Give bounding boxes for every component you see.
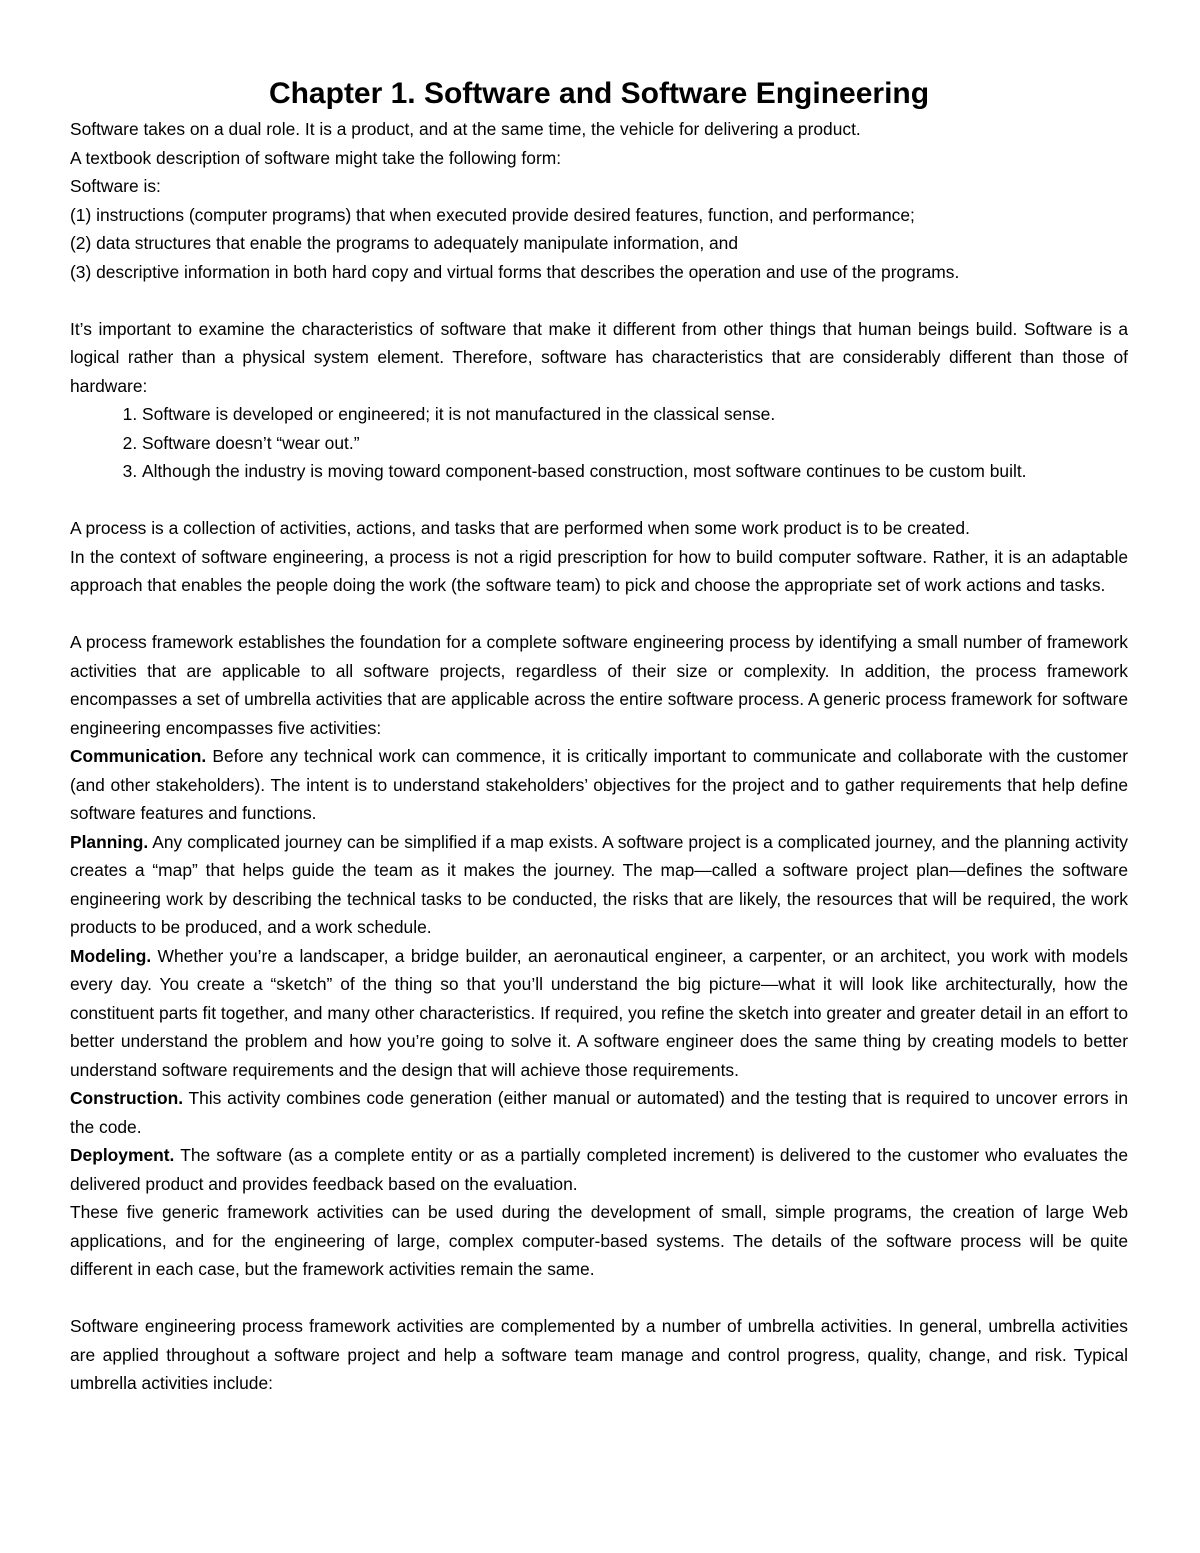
chapter-title: Chapter 1. Software and Software Engineering [268,77,930,110]
activity-description: The software (as a complete entity or as a partially completed increment) is delivered to the customer who evaluates the delivered product and provides feedback based on the evaluation. [70,1145,1128,1194]
activity-term: Communication. [70,746,207,766]
paragraph-spacer [70,286,1128,315]
activity-term: Construction. [70,1088,184,1108]
characteristics-list-item: 1. Software is developed or engineered; it is not manufactured in the classical sense. [142,400,1128,429]
activity-term: Deployment. [70,1145,175,1165]
intro-line-1: Software takes on a dual role. It is a product, and at the same time, the vehicle for delivering a product. [70,119,861,139]
activity-description: Any complicated journey can be simplified if a map exists. A software project is a complicated journey, and the planning activity creates a “map” that helps guide the team as it makes the journey. The map—called a software project plan—defines the software engineering work by describing the technical tasks to be conducted, the risks that are likely, the resources that will be required, the work products to be produced, and a work schedule. [70,831,1128,937]
umbrella-paragraph: Software engineering process framework activities are complemented by a number of umbrella activities. In general, umbrella activities are applied throughout a software project and help a software team manage and control progress, quality, change, and risk. Typical umbrella activities include: [70,1316,1128,1393]
characteristics-list-item: 3. Although the industry is moving toward component-based construction, most software continues to be custom built. [142,457,1128,486]
activity-term: Modeling. [70,945,152,966]
activity-communication [70,742,1128,828]
intro-line-3: Software is: [70,176,161,196]
characteristics-paragraph: It’s important to examine the characteristics of software that make it different from other things that human beings build. Software is a logical rather than a physical system element. Therefore, software has characteristics that are considerably different than those of hardware: [70,318,1128,396]
intro-item-3: (3) descriptive information in both hard copy and virtual forms that describes the operation and use of the programs. [70,261,960,282]
activity-description: Whether you’re a landscaper, a bridge builder, an aeronautical engineer, a carpenter, or an architect, you work with models every day. You create a “sketch” of the thing so that you’ll understand the big picture—what it will look like architecturally, how the constituent parts fit together, and many other characteristics. If required, you refine the sketch into greater and greater detail in an effort to better understand the problem and how you’re going to solve it. A software engineer does the same thing by creating models to better understand software requirements and the design that will achieve those requirements. [70,945,1128,1080]
activity-deployment [70,1141,1128,1198]
paragraph-spacer [70,486,1128,515]
paragraph-spacer [70,600,1128,629]
framework-paragraph: A process framework establishes the foundation for a complete software engineering process by identifying a small number of framework activities that are applicable to all software projects, regardless of their size or complexity. In addition, the process framework encompasses a set of umbrella activities that are applicable across the entire software process. A generic process framework for software engineering encompasses five activities: [70,632,1128,738]
activity-construction [70,1084,1128,1141]
framework-closing-paragraph: These five generic framework activities can be used during the development of small, simple programs, the creation of large Web applications, and for the engineering of large, complex computer-based systems. The details of the software process will be quite different in each case, but the framework activities remain the same. [70,1202,1128,1279]
activity-modeling [70,942,1128,1085]
activity-planning [70,828,1128,942]
activity-description: Before any technical work can commence, it is critically important to communicate and collaborate with the customer (and other stakeholders). The intent is to understand stakeholders’ objectives for the project and to gather requirements that help define software features and functions. [70,746,1128,823]
paragraph-spacer [70,1284,1128,1313]
activity-term: Planning. [70,831,149,852]
document-page [70,74,1128,1398]
intro-item-2: (2) data structures that enable the programs to adequately manipulate information, and [70,233,739,253]
intro-item-1: (1) instructions (computer programs) that when executed provide desired features, function, and performance; [70,204,915,225]
characteristics-list [70,400,1128,486]
intro-line-2: A textbook description of software might take the following form: [70,147,562,168]
process-context-paragraph: In the context of software engineering, a process is not a rigid prescription for how to build computer software. Rather, it is an adaptable approach that enables the people doing the work (the software team) to pick and choose the appropriate set of work actions and tasks. [70,546,1128,595]
characteristics-list-item: 2. Software doesn’t “wear out.” [142,429,1128,458]
activity-description: This activity combines code generation (either manual or automated) and the testing that is required to uncover errors in the code. [70,1088,1128,1137]
process-definition: A process is a collection of activities, actions, and tasks that are performed when some work product is to be created. [70,518,970,538]
